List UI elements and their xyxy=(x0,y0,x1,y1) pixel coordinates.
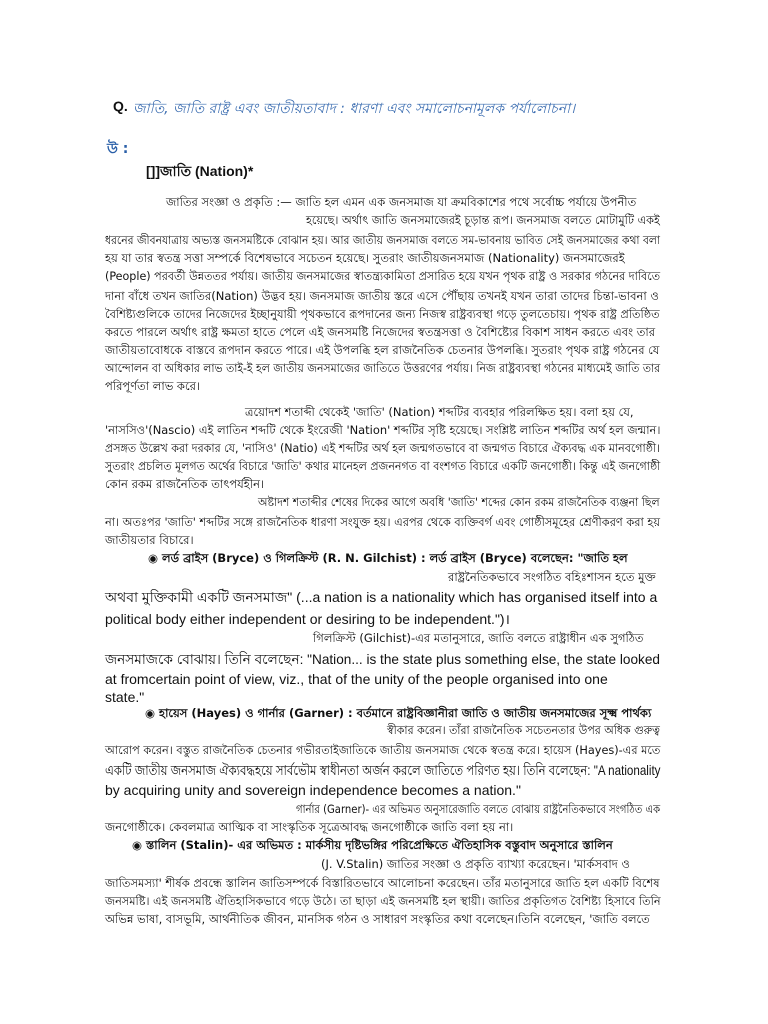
text-line: অষ্টাদশ শতাব্দীর শেষের দিকের আগে অবধি 'জাতি' শব্দের কোন রকম রাজনৈতিক ব্যঞ্জনা ছিল xyxy=(258,495,660,509)
question-text: জাতি, জাতি রাষ্ট্র এবং জাতীয়তাবাদ : ধারণা এবং সমালোচনামূলক পর্যালোচনা। xyxy=(133,101,576,117)
text-line: জাতির সংজ্ঞা ও প্রকৃতি :— জাতি হল এমন এক জনসমাজ যা ক্রমবিকাশের পথে সর্বোচ্চ পর্যায়ে উপনীত xyxy=(166,195,637,209)
text-line: (People) পরবর্তী উন্নততর পর্যায়। জাতীয় জনসমাজের স্বাতন্ত্র্যকামিতা প্রসারিত হয়ে যখন পৃথক রাষ্ট্র ও সরকার গঠনের দাবিতে xyxy=(105,269,661,283)
text-line: ◉ লর্ড ব্রাইস (Bryce) ও গিলক্রিস্ট (R. N. Gilchist) : লর্ড ব্রাইস (Bryce) বলেছেন: "জাতি হল xyxy=(148,551,628,565)
text-line: পরিপূর্ণতা লাভ করে। xyxy=(105,379,201,393)
text-line: গিলক্রিস্ট (Gilchist)-এর মতানুসারে, জাতি বলতে রাষ্ট্রাধীন এক সুগঠিত xyxy=(313,631,644,645)
text-line: প্রসঙ্গত উল্লেখ করা দরকার যে, 'নাসিও' (Natio) এই শব্দটির অর্থ হল জন্মগতভাবে বা জন্মগত বিচারে ঐক্যবদ্ধ এক মানবগোষ্ঠী। xyxy=(105,441,661,455)
text-line: ◉ স্তালিন (Stalin)- এর অভিমত : মার্কসীয় দৃষ্টিভঙ্গির পরিপ্রেক্ষিতে ঐতিহাসিক বস্তুবাদ অনুসারে স্তালিন xyxy=(132,838,613,852)
text-line: বৈশিষ্ট্যগুলিকে তাদের নিজেদের ইচ্ছানুযায়ী পৃথকভাবে রূপদানের জন্য নিজস্ব রাষ্ট্রব্যবস্থা গড়ে তুলতেচায়। পৃথক রাষ্ট্র প্রতিষ্ঠিত xyxy=(105,307,660,321)
text-line: জাতিসমস্যা' শীর্ষক প্রবন্ধে স্তালিন জাতিসম্পর্কে বিস্তারিতভাবে আলোচনা করেছেন। তাঁর মতানুসারে জাতি হল একটি বিশেষ xyxy=(105,876,660,890)
text-line: ত্রয়োদশ শতাব্দী থেকেই 'জাতি' (Nation) শব্দটির ব্যবহার পরিলক্ষিত হয়। বলা হয় যে, xyxy=(245,405,634,419)
text-line: 'নাসসিও'(Nascio) এই লাতিন শব্দটি থেকে ইংরেজী 'Nation' শব্দটির সৃষ্টি হয়েছে। সংশ্লিষ্ট লাতিন শব্দটির অর্থ হল জন্মান। xyxy=(105,423,661,437)
text-line: আরোপ করেন। বস্তুত রাজনৈতিক চেতনার গভীরতাইজাতিকে জাতীয় জনসমাজ থেকে স্বতন্ত্র করে। হায়েস (Hayes)-এর মতে xyxy=(105,743,661,757)
text-line: স্বীকার করেন। তাঁরা রাজনৈতিক সচেতনতার উপর অধিক গুরুত্ব xyxy=(387,723,660,737)
question-label: Q. xyxy=(113,98,128,114)
text-line: জাতীয়তাবোধকে বাস্তবে রূপদান করতে পারে। এই উপলব্ধি হল রাজনৈতিক চেতনার উপলব্ধি। সুতরাং পৃথক রাষ্ট্র গঠনের যে xyxy=(105,343,660,357)
text-line: অথবা মুক্তিকামী একটি জনসমাজ" (...a nation is a nationality which has organised itself into a xyxy=(105,589,658,605)
section-heading: []]জাতি (Nation)* xyxy=(146,163,254,179)
text-line: জনসমষ্টি। এই জনসমষ্টি ঐতিহাসিকভাবে গড়ে উঠে। তা ছাড়া এই জনসমষ্টি হল স্থায়ী। জাতির প্রকৃতিগত বৈশিষ্ট্য হিসাবে তিনি xyxy=(105,894,661,908)
text-line: সুতরাং প্রচলিত মূলগত অর্থের বিচারে 'জাতি' কথার মানেহল প্রজননগত বা বংশগত বিচারে একটি জনগোষ্ঠী। কিন্তু এই জনগোষ্ঠী xyxy=(105,459,661,473)
text-line: জনগোষ্ঠীকে। কেবলমাত্র আত্মিক বা সাংস্কৃতিক সূত্রেআবদ্ধ জনগোষ্ঠীকে জাতি বলা হয় না। xyxy=(105,820,514,834)
text-line: দানা বাঁধে তখন জাতির(Nation) উদ্ভব হয়। জনসমাজ জাতীয় স্তরে এসে পৌঁছায় তখনই যখন তারা তাদের চিন্তা-ভাবনা ও xyxy=(105,289,659,303)
text-line: at fromcertain point of view, viz., that of the unity of the people organised into one xyxy=(105,671,608,687)
text-line: গার্নার (Garner)- এর অভিমত অনুসারেজাতি বলতে বোঝায় রাষ্ট্রনৈতিকভাবে সংগঠিত এক xyxy=(296,802,661,816)
text-line: state." xyxy=(105,689,145,705)
text-line: কোন রকম রাজনৈতিক তাৎপর্যহীন। xyxy=(105,477,265,491)
text-line: জাতীয়তার বিচারে। xyxy=(105,533,194,547)
text-line: অভিন্ন ভাষা, বাসভূমি, আর্থনীতিক জীবন, মানসিক গঠন ও সাধারণ সংস্কৃতির কথা বলেছেন।তিনি বলেছেন, 'জাতি বলতে xyxy=(105,912,650,926)
text-line: (J. V.Stalin) জাতির সংজ্ঞা ও প্রকৃতি ব্যাখ্যা করেছেন। 'মার্কসবাদ ও xyxy=(321,857,630,871)
text-line: by acquiring unity and sovereign independence becomes a nation." xyxy=(105,782,521,798)
text-line: না। অতঃপর 'জাতি' শব্দটির সঙ্গে রাজনৈতিক ধারণা সংযুক্ত হয়। এরপর থেকে ব্যক্তিবর্গ এবং গোষ্ঠীসমূহের শ্রেণীকরণ করা হয় xyxy=(105,515,661,529)
text-line: জনসমাজকে বোঝায়। তিনি বলেছেন: "Nation... is the state plus something else, the state looked xyxy=(105,651,660,667)
answer-label: উ : xyxy=(107,141,129,157)
text-line: ◉ হায়েস (Hayes) ও গার্নার (Garner) : বর্তমানে রাষ্ট্রবিজ্ঞানীরা জাতি ও জাতীয় জনসমাজের সূক্ষ্ম পার্থক্য xyxy=(145,706,652,720)
text-line: হয় যা তার স্বতন্ত্র সত্তা সম্পর্কে বিশেষভাবে সচেতন হয়েছে। সুতরাং জাতীয়জনসমাজ (Nationality) জনসমাজেরই xyxy=(105,251,625,265)
text-line: করতে পারলে অর্থাৎ রাষ্ট্র ক্ষমতা হাতে পেলে এই জনসমষ্টি নিজেদের স্বতন্ত্রসত্তা ও বৈশিষ্ট্যের বিকাশ সাধন করতে এবং তার xyxy=(105,325,656,339)
text-line: political body either independent or desiring to be independent.")। xyxy=(105,611,510,627)
text-line: রাষ্ট্রনৈতিকভাবে সংগঠিত বহিঃশাসন হতে মুক্ত xyxy=(448,570,656,584)
text-line: আন্দোলন বা অধিকার লাভ তাই-ই হল জাতীয় জনসমাজের জাতিতে উত্তরণের পর্যায়। নিজ রাষ্ট্রব্যবস্থা গঠনের মাধ্যমেই জাতি তার xyxy=(105,361,661,375)
text-line: একটি জাতীয় জনসমাজ ঐক্যবদ্ধহয়ে সার্বভৌম স্বাধীনতা অর্জন করলে জাতিতে পরিণত হয়। তিনি বলেছেন: "A nationality xyxy=(105,762,661,778)
text-line: হয়েছে। অর্থাৎ জাতি জনসমাজেরই চূড়ান্ত রূপ। জনসমাজ বলতে মোটামুটি একই xyxy=(306,213,660,227)
text-line: ধরনের জীবনযাত্রায় অভ্যস্ত জনসমষ্টিকে বোঝান হয়। আর জাতীয় জনসমাজ বলতে সম-ভাবনায় ভাবিত সেই জনসমাজের কথা বলা xyxy=(105,233,661,247)
